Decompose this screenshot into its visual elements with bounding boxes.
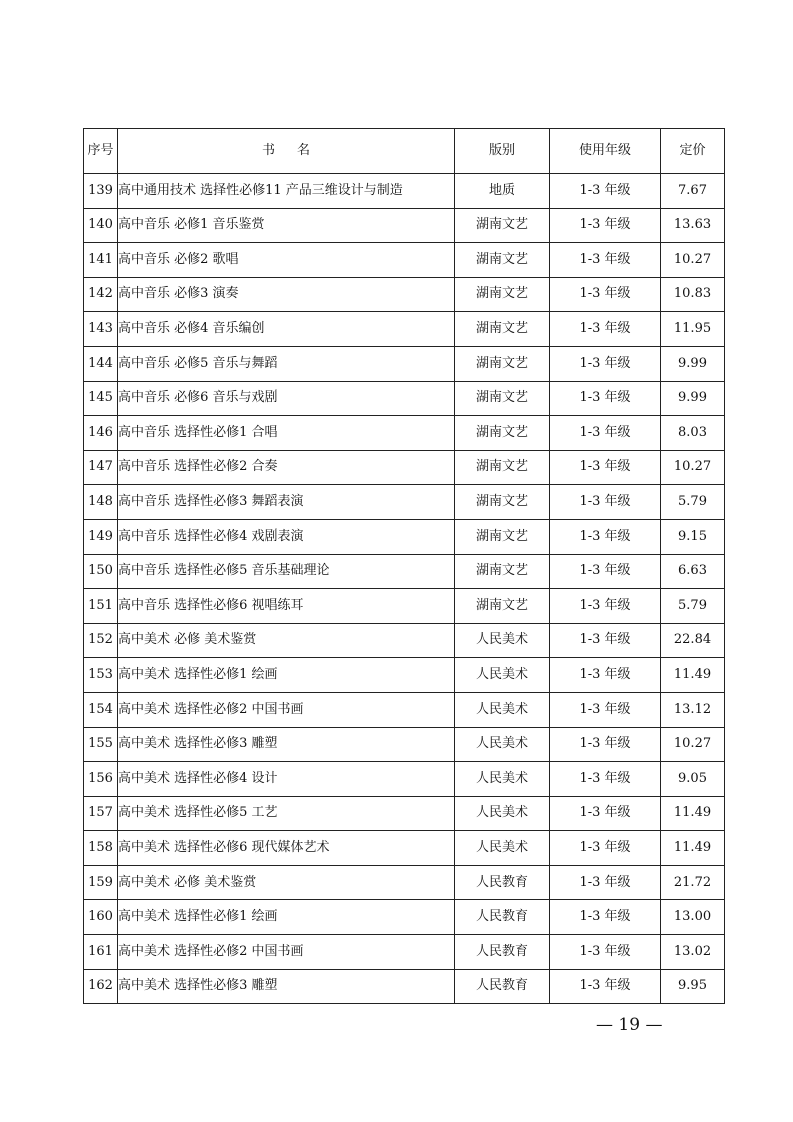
table-row <box>84 969 725 1004</box>
cell-grade-level: 1-3 年级 <box>550 762 661 797</box>
cell-edition: 湖南文艺 <box>455 346 550 381</box>
cell-serial-number: 148 <box>84 485 118 520</box>
cell-serial-number: 140 <box>84 208 118 243</box>
header-serial-number <box>84 129 118 174</box>
table-row <box>84 796 725 831</box>
table-row <box>84 554 725 589</box>
cell-book-title: 高中美术 选择性必修4 设计 <box>118 762 455 797</box>
cell-serial-number: 149 <box>84 519 118 554</box>
cell-serial-number: 139 <box>84 174 118 209</box>
cell-book-title: 高中音乐 必修1 音乐鉴赏 <box>118 208 455 243</box>
cell-grade-level: 1-3 年级 <box>550 450 661 485</box>
cell-grade-level: 1-3 年级 <box>550 277 661 312</box>
cell-edition: 湖南文艺 <box>455 381 550 416</box>
cell-grade-level: 1-3 年级 <box>550 208 661 243</box>
cell-book-title: 高中音乐 必修4 音乐编创 <box>118 312 455 347</box>
cell-price: 8.03 <box>661 416 725 451</box>
table-header-row <box>84 129 725 174</box>
table-row <box>84 692 725 727</box>
cell-grade-level: 1-3 年级 <box>550 381 661 416</box>
cell-price: 9.15 <box>661 519 725 554</box>
cell-serial-number: 154 <box>84 692 118 727</box>
cell-grade-level: 1-3 年级 <box>550 900 661 935</box>
cell-price: 11.95 <box>661 312 725 347</box>
cell-book-title: 高中音乐 选择性必修5 音乐基础理论 <box>118 554 455 589</box>
header-price: 定价 <box>661 129 725 174</box>
cell-price: 21.72 <box>661 865 725 900</box>
cell-edition: 湖南文艺 <box>455 450 550 485</box>
cell-price: 10.27 <box>661 727 725 762</box>
cell-price: 9.99 <box>661 346 725 381</box>
cell-grade-level: 1-3 年级 <box>550 589 661 624</box>
cell-book-title: 高中音乐 必修3 演奏 <box>118 277 455 312</box>
cell-book-title: 高中美术 必修 美术鉴赏 <box>118 623 455 658</box>
cell-book-title: 高中音乐 选择性必修1 合唱 <box>118 416 455 451</box>
header-serial-number-label: 序号 <box>87 142 114 158</box>
cell-edition: 湖南文艺 <box>455 589 550 624</box>
cell-edition: 湖南文艺 <box>455 312 550 347</box>
table-row <box>84 935 725 970</box>
table-row <box>84 450 725 485</box>
cell-serial-number: 146 <box>84 416 118 451</box>
cell-serial-number: 159 <box>84 865 118 900</box>
table-row <box>84 865 725 900</box>
cell-book-title: 高中美术 选择性必修1 绘画 <box>118 900 455 935</box>
cell-edition: 湖南文艺 <box>455 554 550 589</box>
cell-grade-level: 1-3 年级 <box>550 658 661 693</box>
cell-price: 9.95 <box>661 969 725 1004</box>
table-row <box>84 589 725 624</box>
cell-serial-number: 141 <box>84 243 118 278</box>
header-grade-level: 使用年级 <box>550 129 661 174</box>
cell-serial-number: 143 <box>84 312 118 347</box>
cell-grade-level: 1-3 年级 <box>550 243 661 278</box>
cell-serial-number: 158 <box>84 831 118 866</box>
table-row <box>84 623 725 658</box>
cell-book-title: 高中音乐 必修5 音乐与舞蹈 <box>118 346 455 381</box>
header-edition: 版别 <box>455 129 550 174</box>
cell-price: 10.27 <box>661 243 725 278</box>
cell-serial-number: 160 <box>84 900 118 935</box>
cell-grade-level: 1-3 年级 <box>550 416 661 451</box>
cell-edition: 湖南文艺 <box>455 208 550 243</box>
cell-serial-number: 161 <box>84 935 118 970</box>
cell-price: 11.49 <box>661 658 725 693</box>
cell-grade-level: 1-3 年级 <box>550 174 661 209</box>
cell-serial-number: 145 <box>84 381 118 416</box>
cell-edition: 湖南文艺 <box>455 277 550 312</box>
table-row <box>84 243 725 278</box>
cell-edition: 人民美术 <box>455 623 550 658</box>
table-row <box>84 416 725 451</box>
cell-book-title: 高中音乐 选择性必修3 舞蹈表演 <box>118 485 455 520</box>
table-row <box>84 208 725 243</box>
cell-edition: 人民教育 <box>455 935 550 970</box>
table-row <box>84 727 725 762</box>
cell-book-title: 高中音乐 必修2 歌唱 <box>118 243 455 278</box>
cell-book-title: 高中音乐 选择性必修2 合奏 <box>118 450 455 485</box>
cell-price: 13.02 <box>661 935 725 970</box>
table-row <box>84 312 725 347</box>
cell-price: 7.67 <box>661 174 725 209</box>
header-book-title-label: 书名 <box>261 142 332 158</box>
table-row <box>84 519 725 554</box>
cell-price: 5.79 <box>661 485 725 520</box>
cell-edition: 人民美术 <box>455 727 550 762</box>
cell-grade-level: 1-3 年级 <box>550 969 661 1004</box>
cell-edition: 湖南文艺 <box>455 243 550 278</box>
cell-edition: 人民美术 <box>455 831 550 866</box>
textbook-price-table <box>83 128 725 1004</box>
table-row <box>84 381 725 416</box>
cell-grade-level: 1-3 年级 <box>550 727 661 762</box>
cell-edition: 湖南文艺 <box>455 519 550 554</box>
cell-price: 10.83 <box>661 277 725 312</box>
cell-book-title: 高中通用技术 选择性必修11 产品三维设计与制造 <box>118 174 455 209</box>
cell-price: 22.84 <box>661 623 725 658</box>
cell-serial-number: 144 <box>84 346 118 381</box>
cell-price: 5.79 <box>661 589 725 624</box>
cell-grade-level: 1-3 年级 <box>550 831 661 866</box>
cell-edition: 人民美术 <box>455 796 550 831</box>
cell-price: 11.49 <box>661 831 725 866</box>
cell-serial-number: 150 <box>84 554 118 589</box>
header-book-title <box>118 129 455 174</box>
cell-grade-level: 1-3 年级 <box>550 623 661 658</box>
cell-book-title: 高中美术 选择性必修3 雕塑 <box>118 727 455 762</box>
cell-serial-number: 152 <box>84 623 118 658</box>
cell-price: 13.12 <box>661 692 725 727</box>
cell-grade-level: 1-3 年级 <box>550 796 661 831</box>
table-row <box>84 900 725 935</box>
cell-price: 10.27 <box>661 450 725 485</box>
cell-book-title: 高中美术 选择性必修1 绘画 <box>118 658 455 693</box>
cell-price: 11.49 <box>661 796 725 831</box>
cell-edition: 人民美术 <box>455 658 550 693</box>
table-body <box>84 174 725 1004</box>
cell-grade-level: 1-3 年级 <box>550 312 661 347</box>
cell-edition: 地质 <box>455 174 550 209</box>
cell-grade-level: 1-3 年级 <box>550 485 661 520</box>
table-row <box>84 762 725 797</box>
cell-book-title: 高中美术 选择性必修6 现代媒体艺术 <box>118 831 455 866</box>
cell-book-title: 高中美术 选择性必修2 中国书画 <box>118 935 455 970</box>
table-row <box>84 346 725 381</box>
cell-edition: 湖南文艺 <box>455 485 550 520</box>
cell-edition: 人民教育 <box>455 900 550 935</box>
table-row <box>84 831 725 866</box>
table-row <box>84 277 725 312</box>
cell-price: 9.99 <box>661 381 725 416</box>
table-row <box>84 658 725 693</box>
cell-grade-level: 1-3 年级 <box>550 346 661 381</box>
cell-book-title: 高中美术 选择性必修3 雕塑 <box>118 969 455 1004</box>
cell-price: 13.00 <box>661 900 725 935</box>
cell-price: 13.63 <box>661 208 725 243</box>
cell-edition: 人民美术 <box>455 762 550 797</box>
cell-edition: 人民美术 <box>455 692 550 727</box>
cell-price: 9.05 <box>661 762 725 797</box>
cell-serial-number: 156 <box>84 762 118 797</box>
cell-book-title: 高中音乐 选择性必修4 戏剧表演 <box>118 519 455 554</box>
cell-grade-level: 1-3 年级 <box>550 865 661 900</box>
cell-book-title: 高中美术 必修 美术鉴赏 <box>118 865 455 900</box>
cell-book-title: 高中美术 选择性必修2 中国书画 <box>118 692 455 727</box>
table-row <box>84 485 725 520</box>
cell-grade-level: 1-3 年级 <box>550 692 661 727</box>
cell-serial-number: 153 <box>84 658 118 693</box>
cell-edition: 人民教育 <box>455 865 550 900</box>
cell-grade-level: 1-3 年级 <box>550 519 661 554</box>
cell-serial-number: 155 <box>84 727 118 762</box>
cell-book-title: 高中美术 选择性必修5 工艺 <box>118 796 455 831</box>
table-row <box>84 174 725 209</box>
cell-grade-level: 1-3 年级 <box>550 554 661 589</box>
cell-price: 6.63 <box>661 554 725 589</box>
cell-edition: 湖南文艺 <box>455 416 550 451</box>
cell-serial-number: 142 <box>84 277 118 312</box>
cell-edition: 人民教育 <box>455 969 550 1004</box>
cell-book-title: 高中音乐 选择性必修6 视唱练耳 <box>118 589 455 624</box>
cell-book-title: 高中音乐 必修6 音乐与戏剧 <box>118 381 455 416</box>
page-number: — 19 — <box>596 1015 663 1035</box>
cell-serial-number: 157 <box>84 796 118 831</box>
cell-serial-number: 147 <box>84 450 118 485</box>
cell-grade-level: 1-3 年级 <box>550 935 661 970</box>
cell-serial-number: 151 <box>84 589 118 624</box>
cell-serial-number: 162 <box>84 969 118 1004</box>
